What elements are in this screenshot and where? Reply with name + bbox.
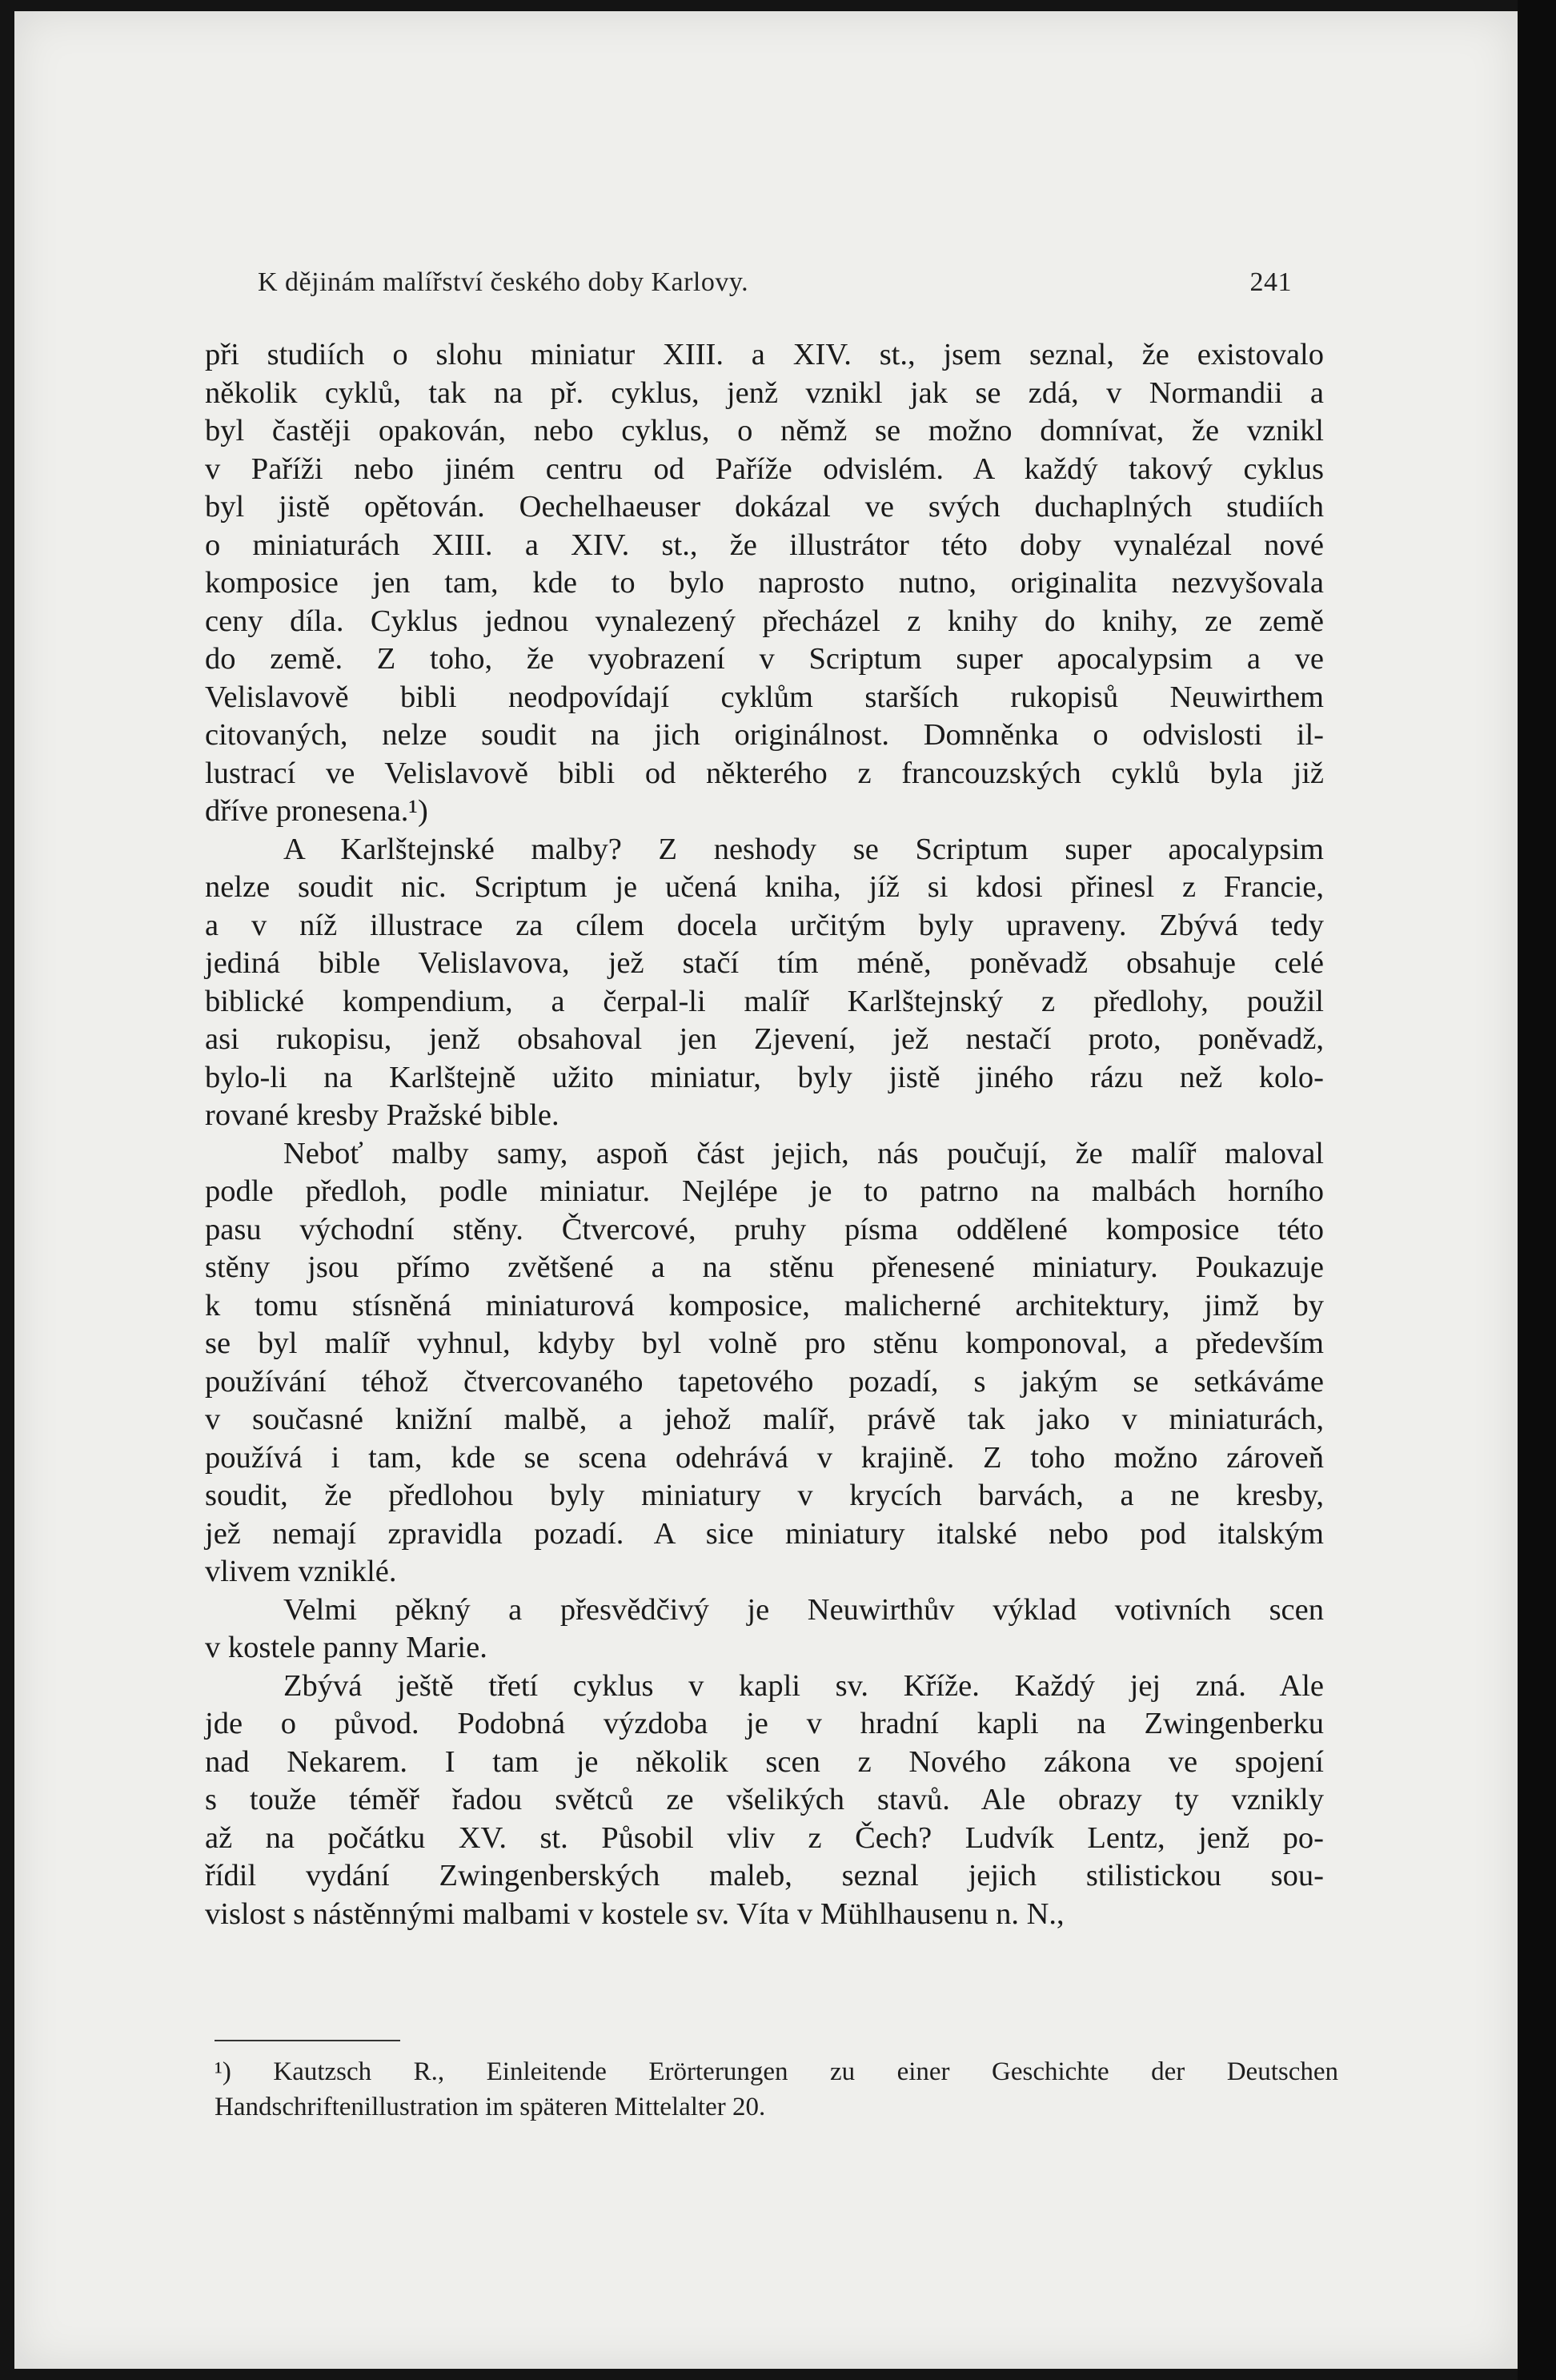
text-line: vlivem vzniklé. [205, 1555, 397, 1588]
text-line: byl častěji opakován, nebo cyklus, o němž se možno domnívat, že vznikl [205, 414, 1324, 448]
text-line: jež nemají zpravidla pozadí. A sice miniatury italské nebo pod italským [205, 1516, 1324, 1551]
paragraph [205, 1668, 1324, 1934]
running-title: K dějinám malířství českého doby Karlovy. [258, 267, 749, 297]
running-header [258, 267, 1292, 298]
footnote-line: ¹) Kautzsch R., Einleitende Erörterungen zu einer Geschichte der Deutschen [215, 2057, 1338, 2086]
text-line: jde o původ. Podobná výzdoba je v hradní kapli na Zwingenberku [205, 1707, 1324, 1740]
text-line: stěny jsou přímo zvětšené a na stěnu přenesené miniatury. Poukazuje [205, 1250, 1324, 1284]
text-line: a v níž illustrace za cílem docela určitým byly upraveny. Zbývá tedy [205, 908, 1324, 942]
text-line: k tomu stísněná miniaturová komposice, malicherné architektury, jimž by [205, 1288, 1324, 1322]
text-line: soudit, že předlohou byly miniatury v krycích barvách, a ne kresby, [205, 1479, 1324, 1512]
text-line: používá i tam, kde se scena odehrává v krajině. Z toho možno zároveň [205, 1440, 1324, 1475]
text-line: používání téhož čtvercovaného tapetového pozadí, s jakým se setkáváme [205, 1364, 1324, 1399]
paragraph [205, 831, 1324, 1135]
text-line: o miniaturách XIII. a XIV. st., že illustrátor této doby vynalézal nové [205, 528, 1324, 562]
text-line: nad Nekarem. I tam je několik scen z Nového zákona ve spojení [205, 1744, 1324, 1779]
footnote-line: Handschriftenillustration im späteren Mittelalter 20. [215, 2093, 766, 2121]
text-line: asi rukopisu, jenž obsahoval jen Zjevení, jež nestačí proto, poněvadž, [205, 1022, 1324, 1056]
text-line: několik cyklů, tak na př. cyklus, jenž vznikl jak se zdá, v Normandii a [205, 375, 1324, 410]
text-line: ceny díla. Cyklus jednou vynalezený přecházel z knihy do knihy, ze země [205, 604, 1324, 638]
page-number: 241 [1249, 267, 1292, 297]
text-line: komposice jen tam, kde to bylo naprosto nutno, originalita nezvyšovala [205, 566, 1324, 600]
scan-edge [1518, 0, 1556, 2380]
footnote [215, 2054, 1338, 2125]
text-line: Velmi pěkný a přesvědčivý je Neuwirthův výklad votivních scen [283, 1592, 1324, 1627]
text-line: Neboť malby samy, aspoň část jejich, nás poučují, že malíř maloval [283, 1136, 1324, 1170]
text-line: řídil vydání Zwingenberských maleb, seznal jejich stilistickou sou- [205, 1859, 1324, 1892]
paragraph [205, 1135, 1324, 1591]
text-line: s touže téměř řadou světců ze všelikých stavů. Ale obrazy ty vznikly [205, 1783, 1324, 1816]
text-line: pasu východní stěny. Čtvercové, pruhy písma oddělené komposice této [205, 1212, 1324, 1246]
paragraph [205, 336, 1324, 831]
text-line: podle předloh, podle miniatur. Nejlépe je to patrno na malbách horního [205, 1174, 1324, 1208]
text-line: do země. Z toho, že vyobrazení v Scriptum super apocalypsim a ve [205, 642, 1324, 676]
text-line: při studiích o slohu miniatur XIII. a XIV. st., jsem seznal, že existovalo [205, 338, 1324, 371]
text-line: vislost s nástěnnými malbami v kostele sv. Víta v Mühlhausenu n. N., [205, 1896, 1065, 1931]
paragraph [205, 1591, 1324, 1668]
text-line: až na počátku XV. st. Působil vliv z Čech? Ludvík Lentz, jenž po- [205, 1820, 1324, 1855]
text-line: bylo-li na Karlštejně užito miniatur, byly jistě jiného rázu než kolo- [205, 1060, 1324, 1094]
text-line: v Paříži nebo jiném centru od Paříže odvislém. A každý takový cyklus [205, 452, 1324, 486]
text-line: A Karlštejnské malby? Z neshody se Scriptum super apocalypsim [283, 832, 1324, 866]
text-line: dříve pronesena.¹) [205, 794, 428, 828]
text-line: Zbývá ještě třetí cyklus v kapli sv. Kříže. Každý jej zná. Ale [283, 1668, 1324, 1703]
text-line: v kostele panny Marie. [205, 1631, 487, 1664]
text-line: biblické kompendium, a čerpal-li malíř Karlštejnský z předlohy, použil [205, 984, 1324, 1018]
text-line: Velislavově bibli neodpovídají cyklům starších rukopisů Neuwirthem [205, 680, 1324, 714]
text-line: jediná bible Velislavova, jež stačí tím méně, poněvadž obsahuje celé [205, 946, 1324, 980]
text-line: se byl malíř vyhnul, kdyby byl volně pro stěnu komponoval, a především [205, 1326, 1324, 1360]
body-text [205, 336, 1324, 1933]
footnote-rule [215, 2040, 400, 2041]
text-line: lustrací ve Velislavově bibli od některého z francouzských cyklů byla již [205, 756, 1324, 790]
text-line: byl jistě opětován. Oechelhaeuser dokázal ve svých duchaplných studiích [205, 490, 1324, 524]
text-line: rované kresby Pražské bible. [205, 1098, 559, 1132]
text-line: citovaných, nelze soudit na jich originálnost. Domněnka o odvislosti il- [205, 718, 1324, 752]
text-line: v současné knižní malbě, a jehož malíř, právě tak jako v miniaturách, [205, 1403, 1324, 1436]
text-line: nelze soudit nic. Scriptum je učená kniha, jíž si kdosi přinesl z Francie, [205, 870, 1324, 904]
